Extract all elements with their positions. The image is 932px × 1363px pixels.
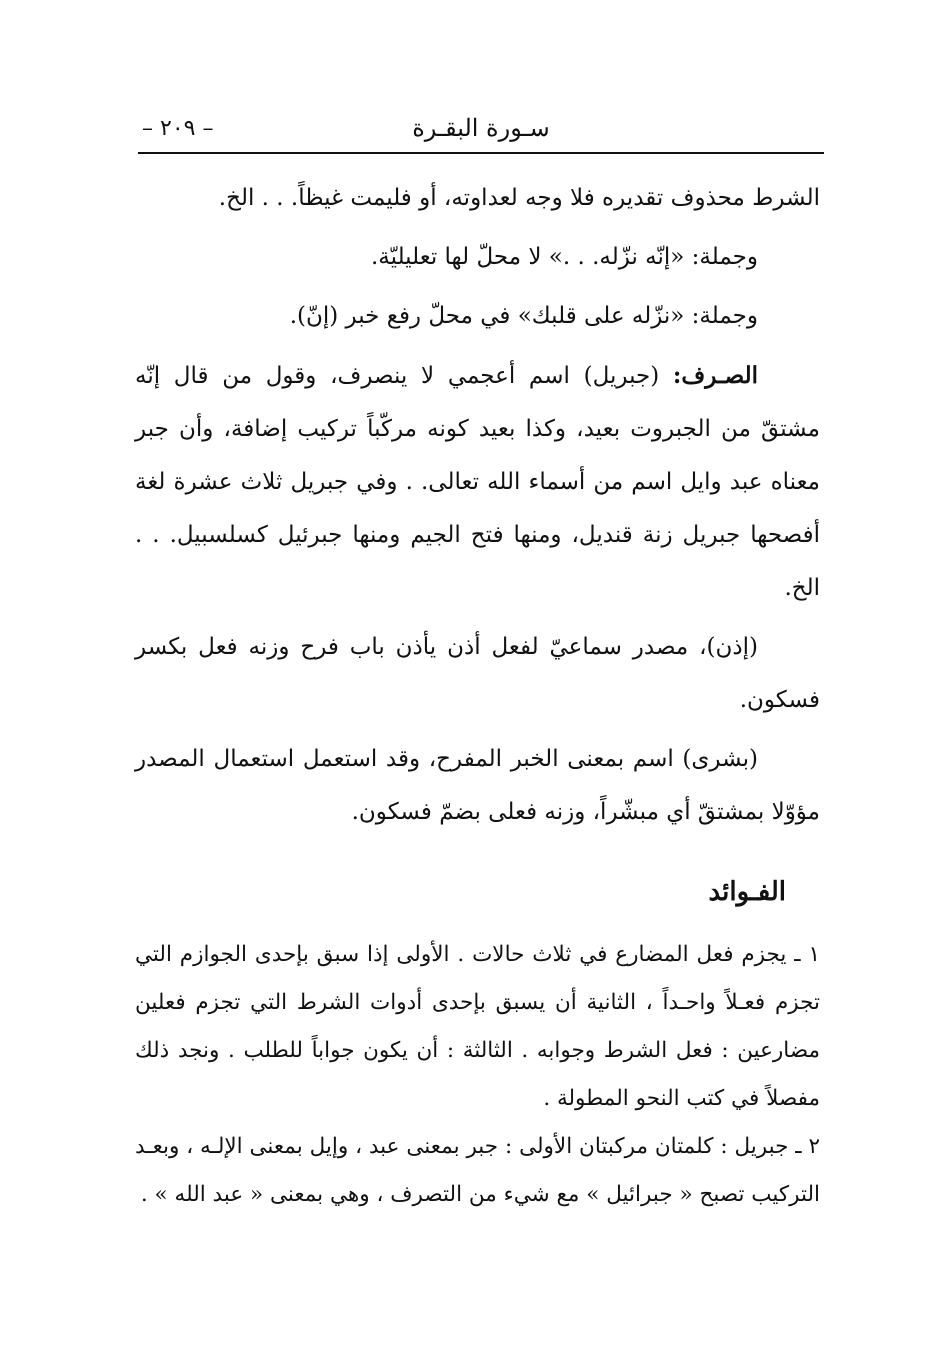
sarf-paragraph	[135, 349, 820, 615]
sarf-text: (جبريل) اسم أعجمي لا ينصرف، وقول من قال إنّه مشتقّ من الجبروت بعيد، وكذا بعيد كونه مركّباً تركيب إضافة، وأن جبر معناه عبد وايل اسم من أسماء الله تعالى. . وفي جبريل ثلاث عشرة لغة أفصحها جبريل زنة قنديل، ومنها فتح الجيم ومنها جبرئيل كسلسبيل. . . الخ.	[135, 363, 820, 601]
surah-title: سـورة البقـرة	[412, 114, 550, 142]
paragraph-condition: الشرط محذوف تقديره فلا وجه لعداوته، أو فليمت غيظاً. . . الخ.	[218, 185, 820, 211]
page-header	[138, 106, 824, 154]
sarf-idhn: (إذن)، مصدر سماعيّ لفعل أذن يأذن باب فرح وزنه فعل بكسر فسكون.	[135, 634, 820, 713]
page-body	[135, 172, 820, 1219]
sarf-bushra: (بشرى) اسم بمعنى الخبر المفرح، وقد استعمل استعمال المصدر مؤوّلا بمشتقّ أي مبشّراً، وزنه فعلى بضمّ فسكون.	[135, 746, 820, 825]
header-rule	[138, 152, 824, 154]
sarf-label: الصـرف:	[672, 362, 759, 389]
fawaid-title: الفـوائد	[708, 877, 786, 907]
paragraph-jumla-2: وجملة: «نزّله على قلبك» في محلّ رفع خبر (إنّ).	[289, 303, 758, 329]
page-number: – ٢٠٩ –	[142, 116, 214, 141]
fawaid-item-2: ٢ ـ جبريل : كلمتان مركبتان الأولى : جبر بمعنى عبد ، وإيل بمعنى الإلـه ، وبعـد التركيب تصبح « جبرائيل » مع شيء من التصرف ، وهي بمعنى « عبد الله » .	[135, 1134, 820, 1207]
paragraph-jumla-1: وجملة: «إنّه نزّله. . .» لا محلّ لها تعليليّة.	[370, 244, 758, 270]
fawaid-item-1: ١ ـ يجزم فعل المضارع في ثلاث حالات . الأولى إذا سبق بإحدى الجوازم التي تجزم فعـلاً واحـداً ، الثانية أن يسبق بإحدى أدوات الشرط التي تجزم فعلين مضارعين : فعل الشرط وجوابه . الثالثة : أن يكون جواباً للطلب . ونجد ذلك مفصلاً في كتب النحو المطولة .	[135, 942, 820, 1111]
